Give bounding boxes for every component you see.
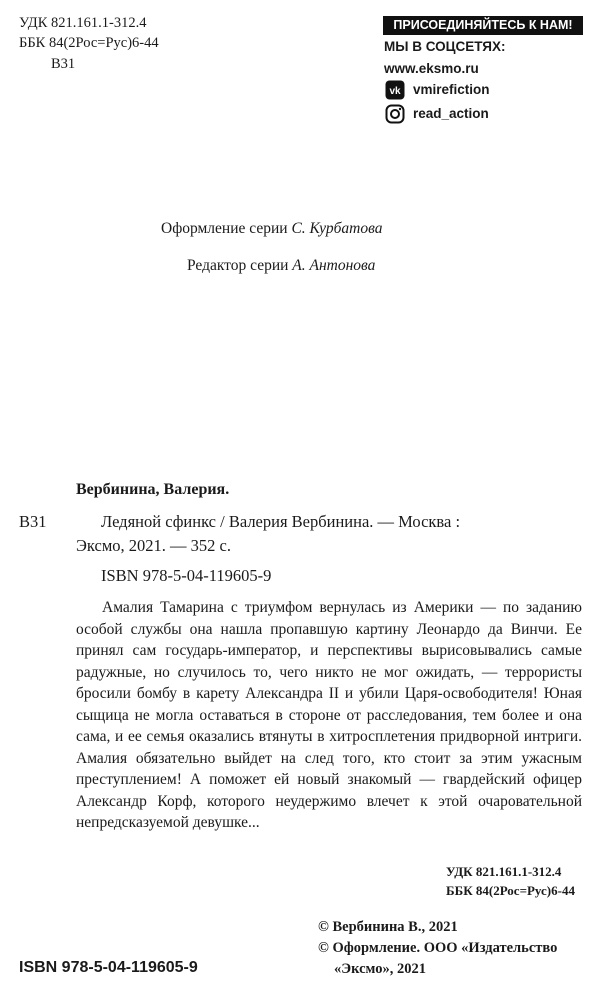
- design-name: С. Курбатова: [291, 220, 383, 237]
- design-label: Оформление серии: [161, 220, 288, 237]
- svg-text:vk: vk: [389, 86, 401, 97]
- record-author: Вербинина, Валерия.: [76, 481, 230, 498]
- udk-code: УДК 821.161.1-312.4: [19, 15, 147, 31]
- website-link[interactable]: www.eksmo.ru: [384, 61, 479, 76]
- bottom-isbn: ISBN 978-5-04-119605-9: [19, 959, 198, 976]
- author-mark: В31: [51, 56, 76, 72]
- series-editor-credit: [187, 256, 375, 276]
- social-heading: МЫ В СОЦСЕТЯХ:: [384, 39, 506, 54]
- record-udk: УДК 821.161.1-312.4: [446, 864, 562, 879]
- record-isbn: ISBN 978-5-04-119605-9: [101, 566, 272, 585]
- annotation-text: Амалия Тамарина с триумфом вернулась из Америки — по заданию особой службы она нашла пропавшую картину Леонардо да Винчи. Ее принял сам государь-император, и перспективы вырисовывались самые радужные, но случилось то, чего никто не мог ожидать, — террористы бросили бомбу в карету Александра II и убили Царя-освободителя! Юная сыщица не могла оставаться в стороне от расследования, тем более и она сама, и ее семья оказались втянуты в хитросплетения придворной интриги. Амалия обязательно выйдет на след того, кто стоит за этим ужасным преступлением! А поможет ей новый знакомый — гвардейский офицер Александр Корф, которого неудержимо влечет к этой очаровательной непредсказуемой девушке...: [76, 599, 582, 831]
- instagram-handle[interactable]: read_action: [413, 106, 489, 121]
- join-us-banner: ПРИСОЕДИНЯЙТЕСЬ К НАМ!: [383, 16, 583, 35]
- record-bbk: ББК 84(2Рос=Рус)6-44: [446, 883, 575, 898]
- copyright-author: © Вербинина В., 2021: [318, 919, 458, 935]
- editor-name: А. Антонова: [292, 257, 376, 274]
- copyright-design: © Оформление. ООО «Издательство: [318, 940, 558, 956]
- series-design-credit: [161, 219, 382, 239]
- record-title-line-2: Эксмо, 2021. — 352 с.: [76, 536, 231, 555]
- vk-handle[interactable]: vmirefiction: [413, 82, 490, 97]
- bbk-code: ББК 84(2Рос=Рус)6-44: [19, 35, 159, 51]
- record-author-mark: В31: [19, 512, 47, 531]
- record-title-line-1: Ледяной сфинкс / Валерия Вербинина. — Москва :: [101, 512, 461, 531]
- editor-label: Редактор серии: [187, 257, 289, 274]
- instagram-icon: [385, 104, 405, 124]
- vk-icon: [385, 80, 405, 100]
- copyright-publisher: «Эксмо», 2021: [334, 961, 426, 977]
